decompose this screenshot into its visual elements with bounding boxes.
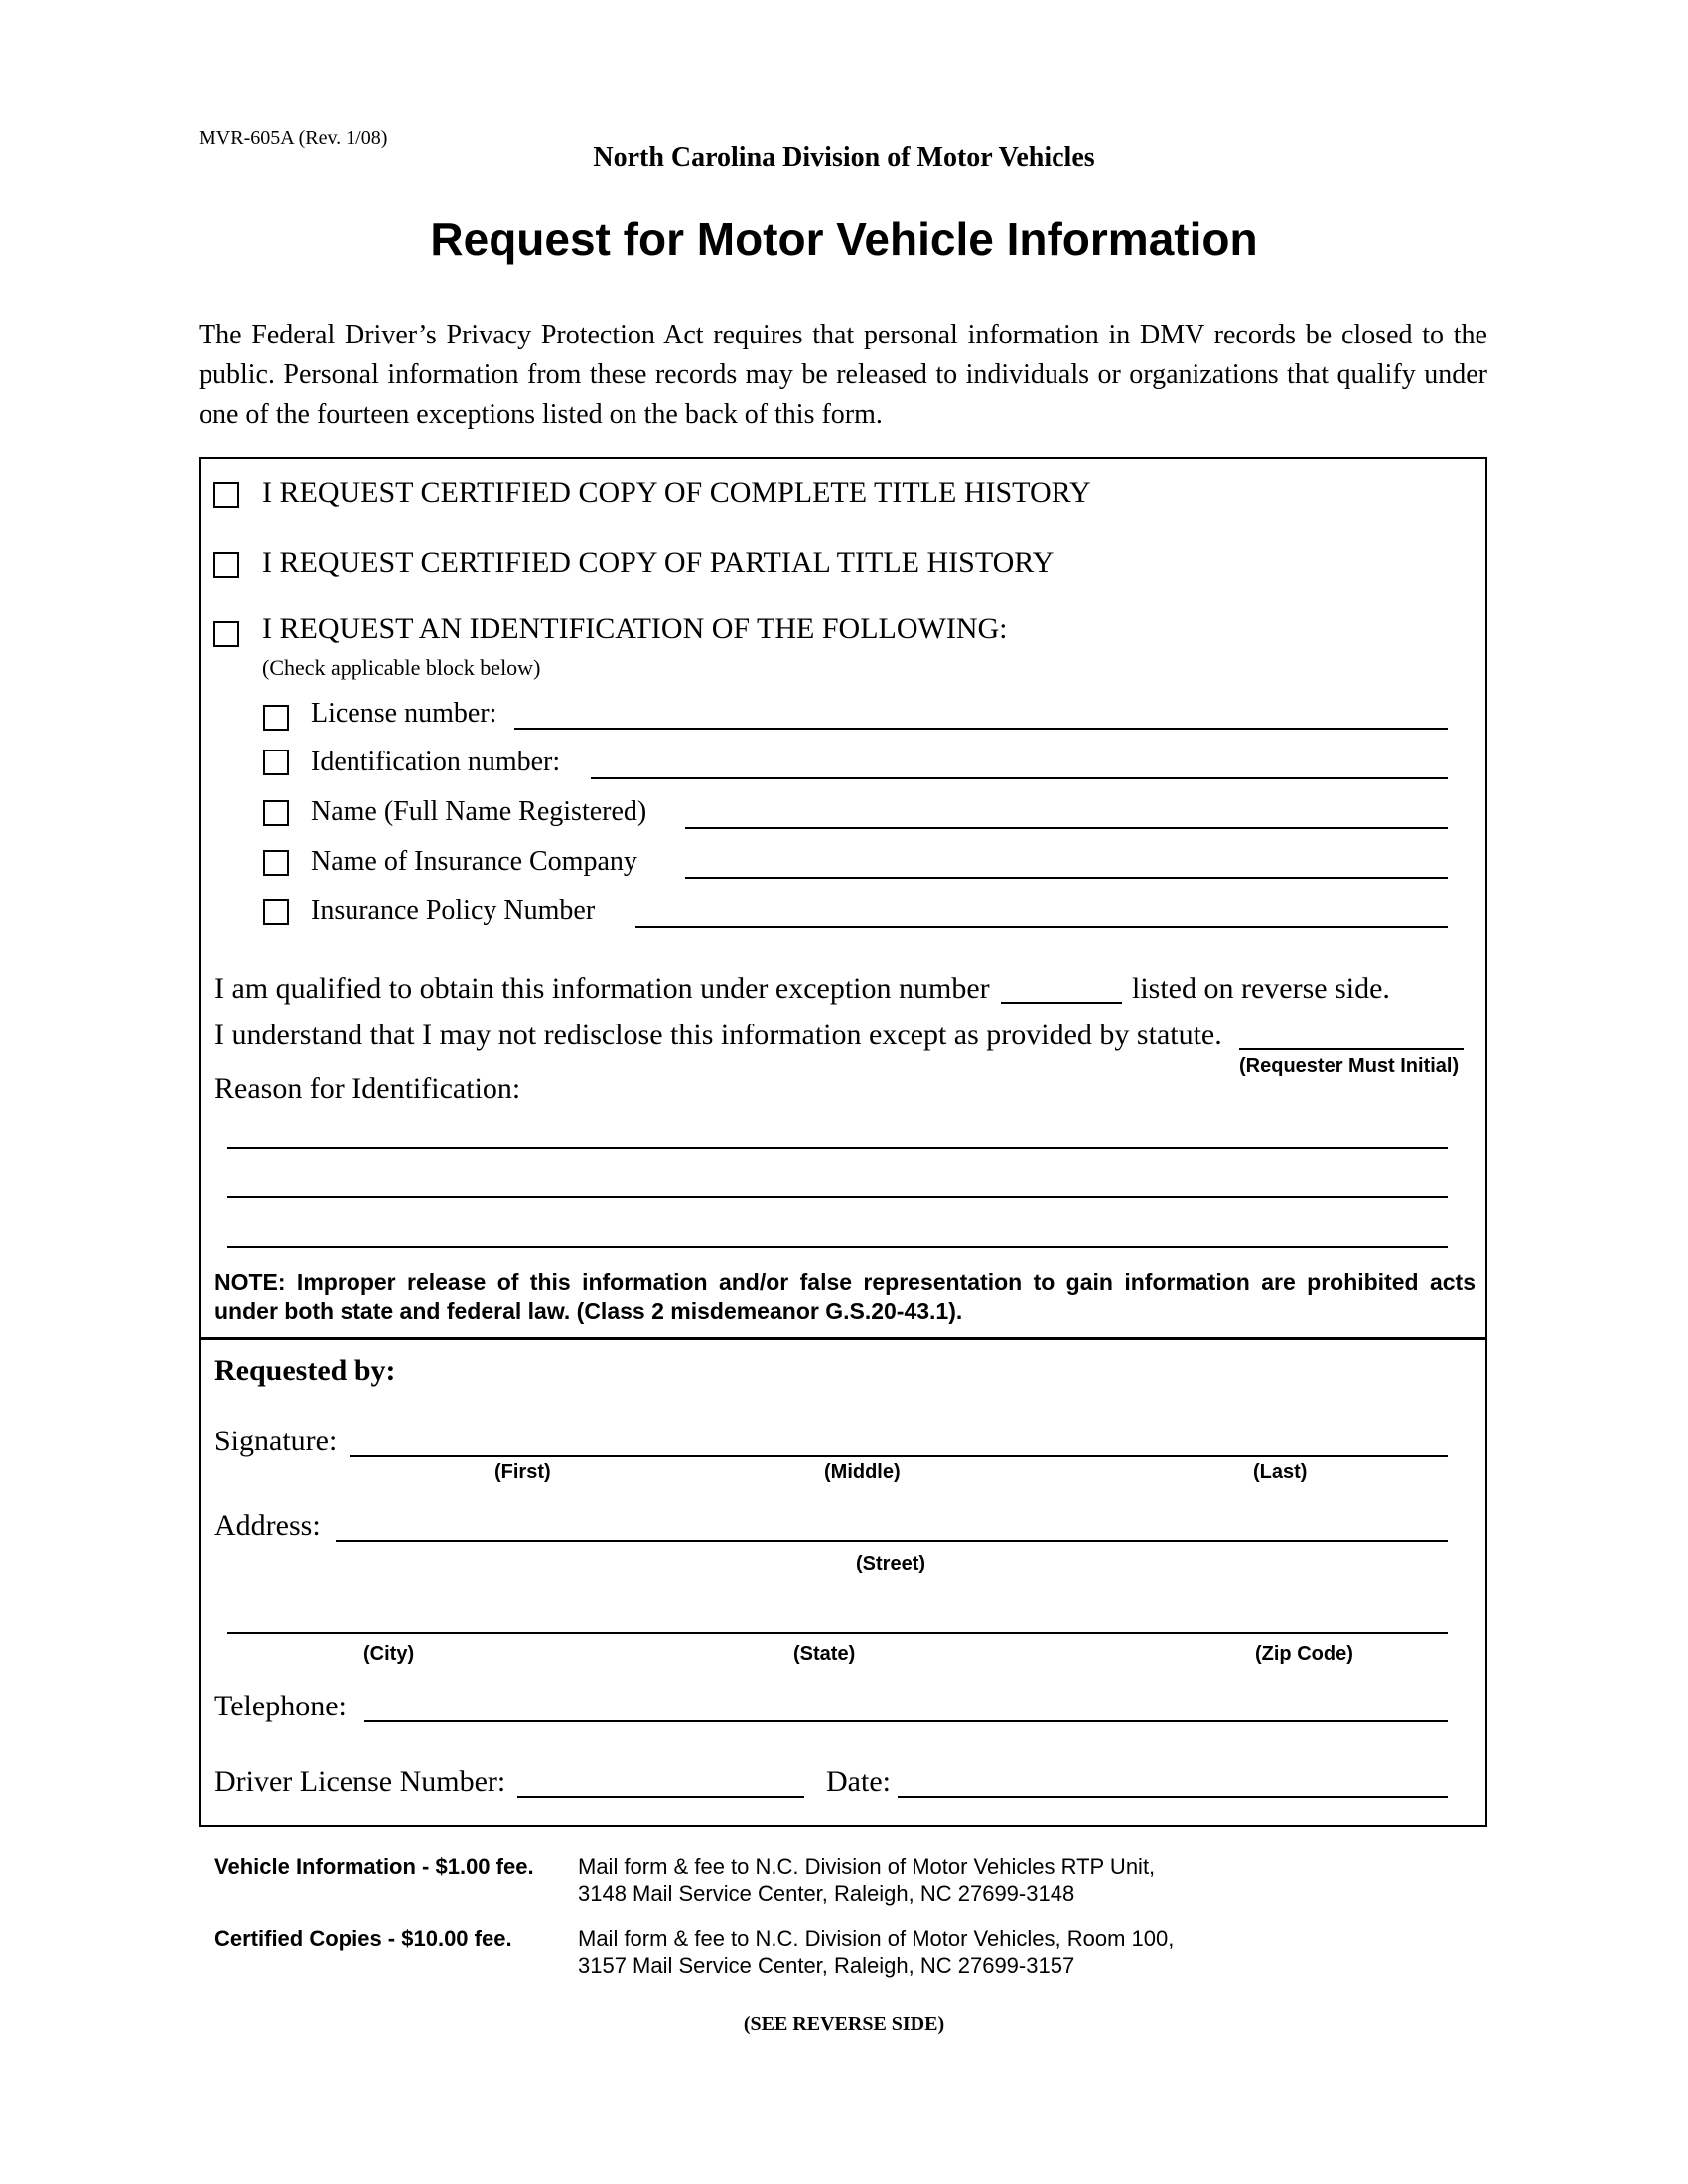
agency-name-text: North Carolina Division of Motor Vehicles [593,142,1095,173]
zip-caption: (Zip Code) [1255,1643,1353,1665]
see-reverse-side: (SEE REVERSE SIDE) [743,2013,945,2035]
identification-request-label: I REQUEST AN IDENTIFICATION OF THE FOLLOWING: [262,613,1008,645]
reason-line-2[interactable] [227,1196,1448,1198]
complete-title-history-checkbox[interactable] [213,482,239,508]
certified-copies-fee-label: Certified Copies - $10.00 fee. [214,1926,512,1951]
intro-paragraph: The Federal Driver’s Privacy Protection Act requires that personal information in DMV records be closed to the public. Personal information from these records may be released to individuals or organizations that qualify under one of the fourteen exceptions listed on the back of this form. [199,320,1487,430]
insurance-company-label: Name of Insurance Company [311,846,637,877]
identification-number-label: Identification number: [311,747,561,777]
date-label: Date: [826,1765,891,1798]
driver-license-label: Driver License Number: [214,1765,506,1798]
full-name-field[interactable] [685,827,1448,829]
state-caption: (State) [793,1643,856,1665]
certified-copies-mail-line-1: Mail form & fee to N.C. Division of Motor Vehicles, Room 100, [578,1926,1175,1951]
requester-initial-field[interactable] [1239,1048,1464,1050]
last-name-caption: (Last) [1253,1461,1308,1483]
address-label: Address: [214,1509,321,1542]
identification-request-checkbox[interactable] [213,621,239,647]
first-name-caption: (First) [494,1461,551,1483]
page-title: Request for Motor Vehicle Information [430,213,1258,265]
identification-number-field[interactable] [591,777,1448,779]
middle-name-caption: (Middle) [824,1461,901,1483]
telephone-label: Telephone: [214,1690,347,1722]
reason-line-3[interactable] [227,1246,1448,1248]
complete-title-history-label: I REQUEST CERTIFIED COPY OF COMPLETE TITLE HISTORY [262,477,1091,509]
driver-license-field[interactable] [517,1796,804,1798]
requested-by-heading: Requested by: [214,1354,396,1387]
exception-number-field[interactable] [1001,1002,1122,1004]
full-name-label: Name (Full Name Registered) [311,796,647,827]
insurance-company-checkbox[interactable] [263,850,289,876]
date-field[interactable] [898,1796,1448,1798]
vehicle-info-fee-label: Vehicle Information - $1.00 fee. [214,1854,534,1879]
street-caption: (Street) [856,1553,926,1574]
telephone-field[interactable] [364,1720,1448,1722]
signature-field[interactable] [350,1455,1448,1457]
qualification-text: I am qualified to obtain this information under exception number [214,972,990,1005]
insurance-policy-label: Insurance Policy Number [311,895,596,926]
insurance-company-field[interactable] [685,877,1448,879]
city-state-zip-field[interactable] [227,1632,1448,1634]
vehicle-info-mail-line-2: 3148 Mail Service Center, Raleigh, NC 27699-3148 [578,1881,1075,1906]
identification-number-checkbox[interactable] [263,750,289,775]
section-divider [199,1337,1487,1340]
requester-initial-note: (Requester Must Initial) [1239,1055,1460,1077]
insurance-policy-checkbox[interactable] [263,899,289,925]
agency-name [0,142,1688,174]
partial-title-history-checkbox[interactable] [213,552,239,578]
reason-label: Reason for Identification: [214,1072,521,1105]
license-number-checkbox[interactable] [263,705,289,731]
vehicle-info-mail-line-1: Mail form & fee to N.C. Division of Motor Vehicles RTP Unit, [578,1854,1156,1879]
license-number-field[interactable] [514,728,1448,730]
certified-copies-mail-line-2: 3157 Mail Service Center, Raleigh, NC 27699-3157 [578,1953,1075,1978]
form-id: MVR-605A (Rev. 1/08) [199,127,388,149]
qualification-text-end: listed on reverse side. [1132,972,1390,1005]
signature-label: Signature: [214,1425,338,1457]
city-caption: (City) [363,1643,415,1665]
license-number-label: License number: [311,698,497,729]
street-field[interactable] [336,1540,1448,1542]
check-applicable-note: (Check applicable block below) [262,655,541,680]
full-name-checkbox[interactable] [263,800,289,826]
insurance-policy-field[interactable] [635,926,1448,928]
partial-title-history-label: I REQUEST CERTIFIED COPY OF PARTIAL TITLE HISTORY [262,546,1055,579]
reason-line-1[interactable] [227,1147,1448,1149]
legal-note: NOTE: Improper release of this information and/or false representation to gain information are prohibited acts under both state and federal law. (Class 2 misdemeanor G.S.20-43.1). [214,1269,1476,1324]
redisclose-text: I understand that I may not redisclose this information except as provided by statute. [214,1019,1222,1051]
